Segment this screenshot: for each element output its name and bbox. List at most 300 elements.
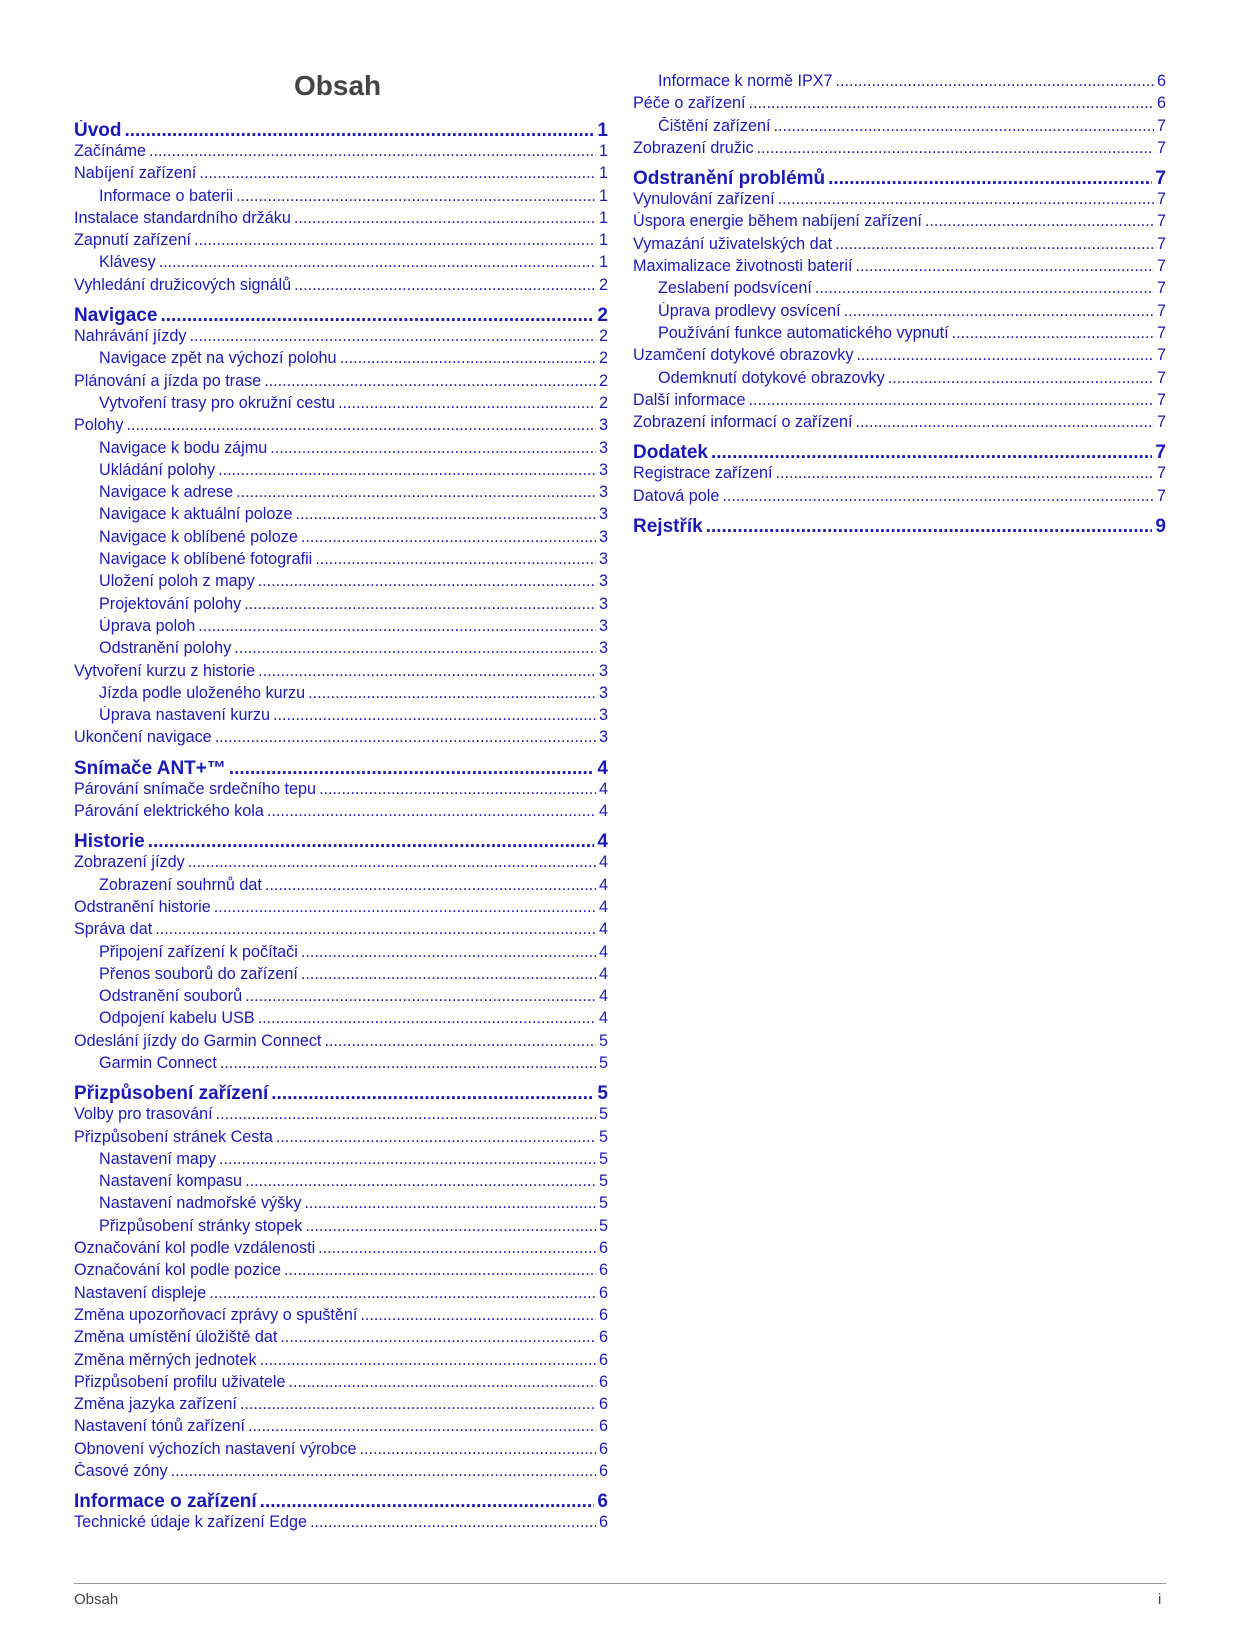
toc-subsection-link[interactable]: [74, 505, 608, 527]
toc-entry-title: Technické údaje k zařízení Edge: [74, 1513, 308, 1532]
toc-entry-title: Snímače ANT+™: [74, 757, 226, 779]
toc-page-number: 4: [598, 853, 608, 872]
toc-section-link[interactable]: [74, 327, 608, 349]
toc-section-link[interactable]: [74, 780, 608, 802]
toc-dot-leader: [748, 94, 1154, 113]
toc-page-number: 3: [598, 639, 608, 658]
toc-dot-leader: [273, 706, 596, 725]
toc-subsection-link[interactable]: [74, 684, 608, 706]
toc-dot-leader: [338, 394, 596, 413]
toc-page-number: 1: [598, 231, 608, 250]
toc-entry-title: Plánování a jízda po trase: [74, 371, 262, 390]
toc-subsection-link[interactable]: [633, 324, 1166, 346]
toc-dot-leader: [773, 117, 1154, 136]
toc-section-link[interactable]: [74, 1284, 608, 1306]
toc-dot-leader: [295, 505, 596, 524]
toc-entry-title: Garmin Connect: [99, 1053, 217, 1072]
toc-dot-leader: [220, 1054, 596, 1073]
toc-dot-leader: [301, 965, 596, 984]
toc-entry-title: Připojení zařízení k počítači: [99, 942, 298, 961]
toc-section-link[interactable]: [633, 464, 1166, 486]
toc-dot-leader: [215, 728, 596, 747]
toc-page-number: 5: [598, 1053, 608, 1072]
toc-chapter-link[interactable]: [74, 1491, 608, 1513]
toc-section-link[interactable]: [74, 1032, 608, 1054]
toc-page-number: 5: [598, 1172, 608, 1191]
toc-page-number: 3: [598, 550, 608, 569]
toc-page-number: 7: [1156, 212, 1166, 231]
toc-entry-title: Ukládání polohy: [99, 460, 216, 479]
toc-entry-title: Navigace k aktuální poloze: [99, 505, 293, 524]
toc-left-column: [74, 120, 608, 1536]
toc-page-number: 7: [1156, 138, 1166, 157]
toc-entry-title: Vynulování zařízení: [633, 190, 775, 209]
toc-entry-title: Informace k normě IPX7: [658, 72, 833, 90]
toc-dot-leader: [258, 572, 596, 591]
toc-dot-leader: [360, 1440, 596, 1459]
toc-entry-title: Vyhledání družicových signálů: [74, 275, 292, 294]
toc-section-link[interactable]: [74, 1373, 608, 1395]
toc-dot-leader: [324, 1032, 596, 1051]
toc-subsection-link[interactable]: [633, 72, 1166, 94]
toc-dot-leader: [301, 528, 596, 547]
toc-dot-leader: [828, 168, 1152, 190]
toc-dot-leader: [276, 1128, 596, 1147]
toc-page-number: 2: [597, 305, 608, 327]
footer-divider: [74, 1583, 1166, 1584]
toc-section-link[interactable]: [74, 1513, 608, 1535]
toc-entry-title: Párování snímače srdečního tepu: [74, 779, 317, 798]
toc-section-link[interactable]: [74, 209, 608, 231]
toc-subsection-link[interactable]: [74, 1172, 608, 1194]
toc-dot-leader: [216, 1105, 596, 1124]
toc-page-number: 3: [598, 706, 608, 725]
toc-section-link[interactable]: [633, 391, 1166, 413]
toc-chapter-link[interactable]: [74, 1083, 608, 1105]
toc-section-link[interactable]: [633, 190, 1166, 212]
toc-dot-leader: [706, 516, 1153, 538]
toc-right-column: [633, 72, 1166, 538]
toc-entry-title: Změna umístění úložiště dat: [74, 1328, 278, 1347]
toc-page-number: 6: [598, 1439, 608, 1458]
toc-section-link[interactable]: [74, 728, 608, 750]
toc-section-link[interactable]: [74, 1261, 608, 1283]
toc-dot-leader: [149, 142, 596, 161]
toc-subsection-link[interactable]: [74, 706, 608, 728]
toc-section-link[interactable]: [74, 898, 608, 920]
toc-dot-leader: [778, 190, 1154, 209]
toc-entry-title: Zeslabení podsvícení: [658, 279, 812, 298]
toc-subsection-link[interactable]: [74, 943, 608, 965]
toc-dot-leader: [265, 876, 596, 895]
toc-section-link[interactable]: [74, 662, 608, 684]
toc-chapter-link[interactable]: [633, 442, 1166, 464]
toc-entry-title: Zobrazení jízdy: [74, 853, 185, 872]
toc-entry-title: Projektování polohy: [99, 594, 242, 613]
toc-subsection-link[interactable]: [74, 595, 608, 617]
toc-page-number: 3: [598, 572, 608, 591]
toc-subsection-link[interactable]: [74, 439, 608, 461]
toc-page-number: 7: [1156, 346, 1166, 365]
toc-entry-title: Informace o baterii: [99, 186, 234, 205]
toc-dot-leader: [236, 483, 596, 502]
toc-section-link[interactable]: [74, 372, 608, 394]
toc-page-number: 6: [598, 1328, 608, 1347]
toc-dot-leader: [308, 684, 596, 703]
toc-entry-title: Historie: [74, 831, 145, 853]
toc-page-number: 3: [598, 683, 608, 702]
toc-subsection-link[interactable]: [74, 617, 608, 639]
toc-entry-title: Další informace: [633, 390, 746, 409]
toc-subsection-link[interactable]: [74, 253, 608, 275]
toc-page-number: 4: [598, 897, 608, 916]
toc-subsection-link[interactable]: [74, 639, 608, 661]
toc-entry-title: Obnovení výchozích nastavení výrobce: [74, 1439, 357, 1458]
toc-page-number: 6: [1156, 72, 1166, 90]
toc-dot-leader: [229, 758, 595, 780]
toc-dot-leader: [301, 943, 596, 962]
toc-dot-leader: [271, 1083, 594, 1105]
toc-entry-title: Přizpůsobení stránek Cesta: [74, 1127, 273, 1146]
toc-section-link[interactable]: [633, 212, 1166, 234]
toc-entry-title: Uzamčení dotykové obrazovky: [633, 346, 854, 365]
toc-entry-title: Odstranění historie: [74, 897, 211, 916]
toc-page-number: 5: [598, 1194, 608, 1213]
toc-page-number: 6: [598, 1462, 608, 1481]
toc-entry-title: Navigace k bodu zájmu: [99, 438, 268, 457]
toc-dot-leader: [748, 391, 1154, 410]
toc-entry-title: Odstranění problémů: [633, 168, 826, 190]
toc-page-number: 4: [598, 802, 608, 821]
toc-subsection-link[interactable]: [633, 369, 1166, 391]
toc-dot-leader: [171, 1462, 596, 1481]
toc-section-link[interactable]: [633, 413, 1166, 435]
toc-entry-title: Přizpůsobení stránky stopek: [99, 1216, 303, 1235]
toc-page-number: 2: [598, 275, 608, 294]
toc-section-link[interactable]: [74, 142, 608, 164]
toc-page-number: 3: [598, 616, 608, 635]
toc-section-link[interactable]: [74, 920, 608, 942]
toc-subsection-link[interactable]: [74, 483, 608, 505]
toc-dot-leader: [240, 1395, 596, 1414]
toc-page-number: 5: [598, 1031, 608, 1050]
toc-entry-title: Navigace zpět na výchozí polohu: [99, 349, 337, 368]
toc-dot-leader: [264, 372, 596, 391]
toc-entry-title: Volby pro trasování: [74, 1105, 213, 1124]
toc-page-number: 2: [598, 349, 608, 368]
toc-dot-leader: [815, 279, 1154, 298]
toc-dot-leader: [127, 416, 596, 435]
toc-section-link[interactable]: [74, 1351, 608, 1373]
toc-dot-leader: [209, 1284, 596, 1303]
toc-chapter-link[interactable]: [74, 831, 608, 853]
toc-chapter-link[interactable]: [633, 516, 1166, 538]
toc-dot-leader: [148, 831, 595, 853]
toc-dot-leader: [315, 550, 596, 569]
toc-dot-leader: [188, 853, 596, 872]
toc-section-link[interactable]: [74, 853, 608, 875]
toc-section-link[interactable]: [74, 1440, 608, 1462]
toc-page-number: 5: [598, 1216, 608, 1235]
toc-entry-title: Časové zóny: [74, 1462, 168, 1481]
toc-dot-leader: [245, 987, 596, 1006]
toc-entry-title: Vymazání uživatelských dat: [633, 234, 833, 253]
toc-dot-leader: [757, 139, 1154, 158]
toc-section-link[interactable]: [74, 1239, 608, 1261]
toc-subsection-link[interactable]: [74, 572, 608, 594]
footer-page-number: i: [1158, 1591, 1162, 1608]
toc-entry-title: Zobrazení informací o zařízení: [633, 413, 853, 432]
toc-page-number: 3: [598, 527, 608, 546]
toc-page-number: 6: [598, 1305, 608, 1324]
toc-section-link[interactable]: [74, 164, 608, 186]
toc-subsection-link[interactable]: [633, 279, 1166, 301]
toc-page-number: 7: [1156, 301, 1166, 320]
toc-entry-title: Čištění zařízení: [658, 116, 771, 135]
toc-entry-title: Instalace standardního držáku: [74, 208, 291, 227]
toc-subsection-link[interactable]: [74, 987, 608, 1009]
toc-dot-leader: [260, 1491, 595, 1513]
toc-entry-title: Změna jazyka zařízení: [74, 1395, 237, 1414]
toc-entry-title: Úprava nastavení kurzu: [99, 706, 270, 725]
toc-dot-leader: [844, 302, 1154, 321]
toc-entry-title: Vytvoření kurzu z historie: [74, 661, 256, 680]
toc-chapter-link[interactable]: [74, 305, 608, 327]
toc-subsection-link[interactable]: [74, 550, 608, 572]
toc-dot-leader: [319, 780, 596, 799]
toc-dot-leader: [260, 1351, 596, 1370]
toc-dot-leader: [856, 413, 1154, 432]
toc-entry-title: Odstranění souborů: [99, 987, 243, 1006]
toc-entry-title: Ukončení navigace: [74, 728, 212, 747]
toc-entry-title: Označování kol podle vzdálenosti: [74, 1239, 316, 1258]
toc-page-number: 3: [598, 483, 608, 502]
toc-page-number: 6: [598, 1395, 608, 1414]
toc-page-number: 4: [598, 1009, 608, 1028]
toc-dot-leader: [310, 1513, 596, 1532]
toc-section-link[interactable]: [633, 346, 1166, 368]
toc-section-link[interactable]: [74, 1462, 608, 1484]
toc-entry-title: Změna měrných jednotek: [74, 1350, 257, 1369]
toc-section-link[interactable]: [74, 416, 608, 438]
toc-page-number: 2: [598, 327, 608, 346]
toc-page-number: 7: [1155, 442, 1166, 464]
toc-section-link[interactable]: [74, 276, 608, 298]
toc-entry-title: Úvod: [74, 120, 122, 141]
toc-dot-leader: [270, 439, 596, 458]
toc-entry-title: Používání funkce automatického vypnutí: [658, 323, 949, 342]
toc-section-link[interactable]: [633, 257, 1166, 279]
toc-page-number: 1: [598, 164, 608, 183]
toc-entry-title: Úprava poloh: [99, 616, 196, 635]
toc-chapter-link[interactable]: [74, 120, 608, 142]
toc-entry-title: Navigace k adrese: [99, 483, 234, 502]
toc-page-number: 6: [598, 1417, 608, 1436]
toc-section-link[interactable]: [74, 1328, 608, 1350]
toc-dot-leader: [245, 1172, 596, 1191]
toc-page-number: 4: [598, 987, 608, 1006]
toc-section-link[interactable]: [74, 1105, 608, 1127]
toc-dot-leader: [288, 1373, 596, 1392]
toc-page-number: 2: [598, 371, 608, 390]
toc-dot-leader: [218, 461, 596, 480]
toc-page-number: 3: [598, 505, 608, 524]
toc-entry-title: Zapnutí zařízení: [74, 231, 191, 250]
toc-chapter-link[interactable]: [74, 758, 608, 780]
toc-dot-leader: [236, 187, 596, 206]
toc-entry-title: Klávesy: [99, 253, 156, 272]
toc-dot-leader: [284, 1261, 596, 1280]
toc-subsection-link[interactable]: [633, 117, 1166, 139]
toc-subsection-link[interactable]: [74, 1009, 608, 1031]
toc-section-link[interactable]: [633, 139, 1166, 161]
toc-page-number: 7: [1156, 279, 1166, 298]
toc-dot-leader: [722, 487, 1154, 506]
toc-entry-title: Datová pole: [633, 486, 720, 505]
toc-dot-leader: [340, 349, 596, 368]
toc-page-number: 3: [598, 460, 608, 479]
toc-page-number: 3: [598, 416, 608, 435]
toc-entry-title: Odeslání jízdy do Garmin Connect: [74, 1031, 322, 1050]
toc-page-number: 1: [598, 186, 608, 205]
toc-page-number: 3: [598, 594, 608, 613]
toc-page-number: 6: [597, 1491, 608, 1513]
toc-section-link[interactable]: [74, 1417, 608, 1439]
toc-page-number: 5: [598, 1127, 608, 1146]
toc-page-number: 4: [598, 920, 608, 939]
toc-page-number: 7: [1156, 390, 1166, 409]
toc-dot-leader: [219, 1150, 596, 1169]
footer-section-label: Obsah: [74, 1591, 119, 1608]
toc-subsection-link[interactable]: [74, 528, 608, 550]
toc-section-link[interactable]: [74, 1128, 608, 1150]
toc-subsection-link[interactable]: [74, 1194, 608, 1216]
toc-entry-title: Přenos souborů do zařízení: [99, 964, 298, 983]
toc-page-number: 9: [1155, 516, 1166, 538]
toc-section-link[interactable]: [74, 802, 608, 824]
toc-page-number: 1: [597, 120, 608, 141]
toc-entry-title: Přizpůsobení profilu uživatele: [74, 1372, 286, 1391]
toc-page-number: 6: [1156, 94, 1166, 113]
toc-entry-title: Zobrazení družic: [633, 138, 754, 157]
toc-dot-leader: [280, 1328, 596, 1347]
toc-dot-leader: [925, 212, 1154, 231]
toc-entry-title: Maximalizace životnosti baterií: [633, 257, 853, 276]
toc-entry-title: Vytvoření trasy pro okružní cestu: [99, 393, 336, 412]
toc-page-number: 1: [598, 142, 608, 160]
toc-page-number: 6: [598, 1283, 608, 1302]
toc-subsection-link[interactable]: [74, 1217, 608, 1239]
toc-subsection-link[interactable]: [74, 187, 608, 209]
toc-entry-title: Nabíjení zařízení: [74, 164, 197, 183]
toc-page-number: 5: [598, 1105, 608, 1124]
toc-dot-leader: [194, 231, 596, 250]
toc-entry-title: Párování elektrického kola: [74, 802, 264, 821]
toc-subsection-link[interactable]: [74, 965, 608, 987]
toc-dot-leader: [294, 209, 596, 228]
toc-dot-leader: [888, 369, 1154, 388]
toc-subsection-link[interactable]: [633, 302, 1166, 324]
toc-entry-title: Nastavení displeje: [74, 1283, 207, 1302]
toc-dot-leader: [159, 253, 596, 272]
toc-entry-title: Registrace zařízení: [633, 464, 773, 483]
toc-page-number: 7: [1156, 234, 1166, 253]
toc-page-number: 3: [598, 438, 608, 457]
toc-page-number: 5: [597, 1083, 608, 1105]
toc-entry-title: Správa dat: [74, 920, 153, 939]
toc-page-number: 7: [1156, 116, 1166, 135]
toc-chapter-link[interactable]: [633, 168, 1166, 190]
toc-entry-title: Jízda podle uloženého kurzu: [99, 683, 306, 702]
toc-page-number: 4: [598, 964, 608, 983]
toc-dot-leader: [160, 305, 594, 327]
toc-page-number: 6: [598, 1372, 608, 1391]
toc-entry-title: Nastavení mapy: [99, 1149, 216, 1168]
toc-section-link[interactable]: [633, 235, 1166, 257]
toc-dot-leader: [952, 324, 1154, 343]
toc-page-number: 7: [1156, 486, 1166, 505]
toc-page-number: 1: [598, 253, 608, 272]
toc-section-link[interactable]: [633, 94, 1166, 116]
toc-dot-leader: [775, 464, 1154, 483]
toc-entry-title: Péče o zařízení: [633, 94, 746, 113]
toc-subsection-link[interactable]: [74, 394, 608, 416]
toc-dot-leader: [189, 327, 596, 346]
toc-dot-leader: [199, 164, 596, 183]
toc-page-number: 4: [598, 779, 608, 798]
toc-page-number: 6: [598, 1513, 608, 1532]
toc-subsection-link[interactable]: [74, 876, 608, 898]
toc-subsection-link[interactable]: [74, 1054, 608, 1076]
toc-dot-leader: [258, 1009, 596, 1028]
toc-page-number: 6: [598, 1261, 608, 1280]
toc-entry-title: Úprava prodlevy osvícení: [658, 301, 841, 320]
toc-dot-leader: [244, 595, 596, 614]
toc-entry-title: Začínáme: [74, 142, 146, 160]
toc-page-number: 7: [1156, 368, 1166, 387]
toc-entry-title: Nastavení kompasu: [99, 1172, 243, 1191]
toc-section-link[interactable]: [633, 487, 1166, 509]
toc-entry-title: Odemknutí dotykové obrazovky: [658, 368, 885, 387]
toc-entry-title: Odpojení kabelu USB: [99, 1009, 255, 1028]
toc-entry-title: Označování kol podle pozice: [74, 1261, 281, 1280]
toc-entry-title: Odstranění polohy: [99, 639, 232, 658]
toc-entry-title: Rejstřík: [633, 516, 703, 538]
toc-page-number: 7: [1156, 464, 1166, 483]
toc-section-link[interactable]: [74, 1306, 608, 1328]
page-title: Obsah: [294, 70, 382, 101]
toc-dot-leader: [835, 235, 1154, 254]
toc-page-number: 6: [598, 1239, 608, 1258]
toc-dot-leader: [234, 639, 596, 658]
toc-page-number: 4: [598, 942, 608, 961]
toc-dot-leader: [711, 442, 1152, 464]
toc-dot-leader: [836, 72, 1154, 91]
toc-entry-title: Úspora energie během nabíjení zařízení: [633, 212, 922, 231]
toc-page-number: 5: [598, 1149, 608, 1168]
toc-page-number: 7: [1156, 323, 1166, 342]
toc-section-link[interactable]: [74, 1395, 608, 1417]
toc-section-link[interactable]: [74, 231, 608, 253]
toc-page-number: 7: [1156, 257, 1166, 276]
toc-page-number: 1: [598, 208, 608, 227]
toc-subsection-link[interactable]: [74, 461, 608, 483]
toc-dot-leader: [214, 898, 596, 917]
toc-entry-title: Uložení poloh z mapy: [99, 572, 255, 591]
toc-subsection-link[interactable]: [74, 1150, 608, 1172]
toc-dot-leader: [294, 276, 596, 295]
toc-subsection-link[interactable]: [74, 349, 608, 371]
